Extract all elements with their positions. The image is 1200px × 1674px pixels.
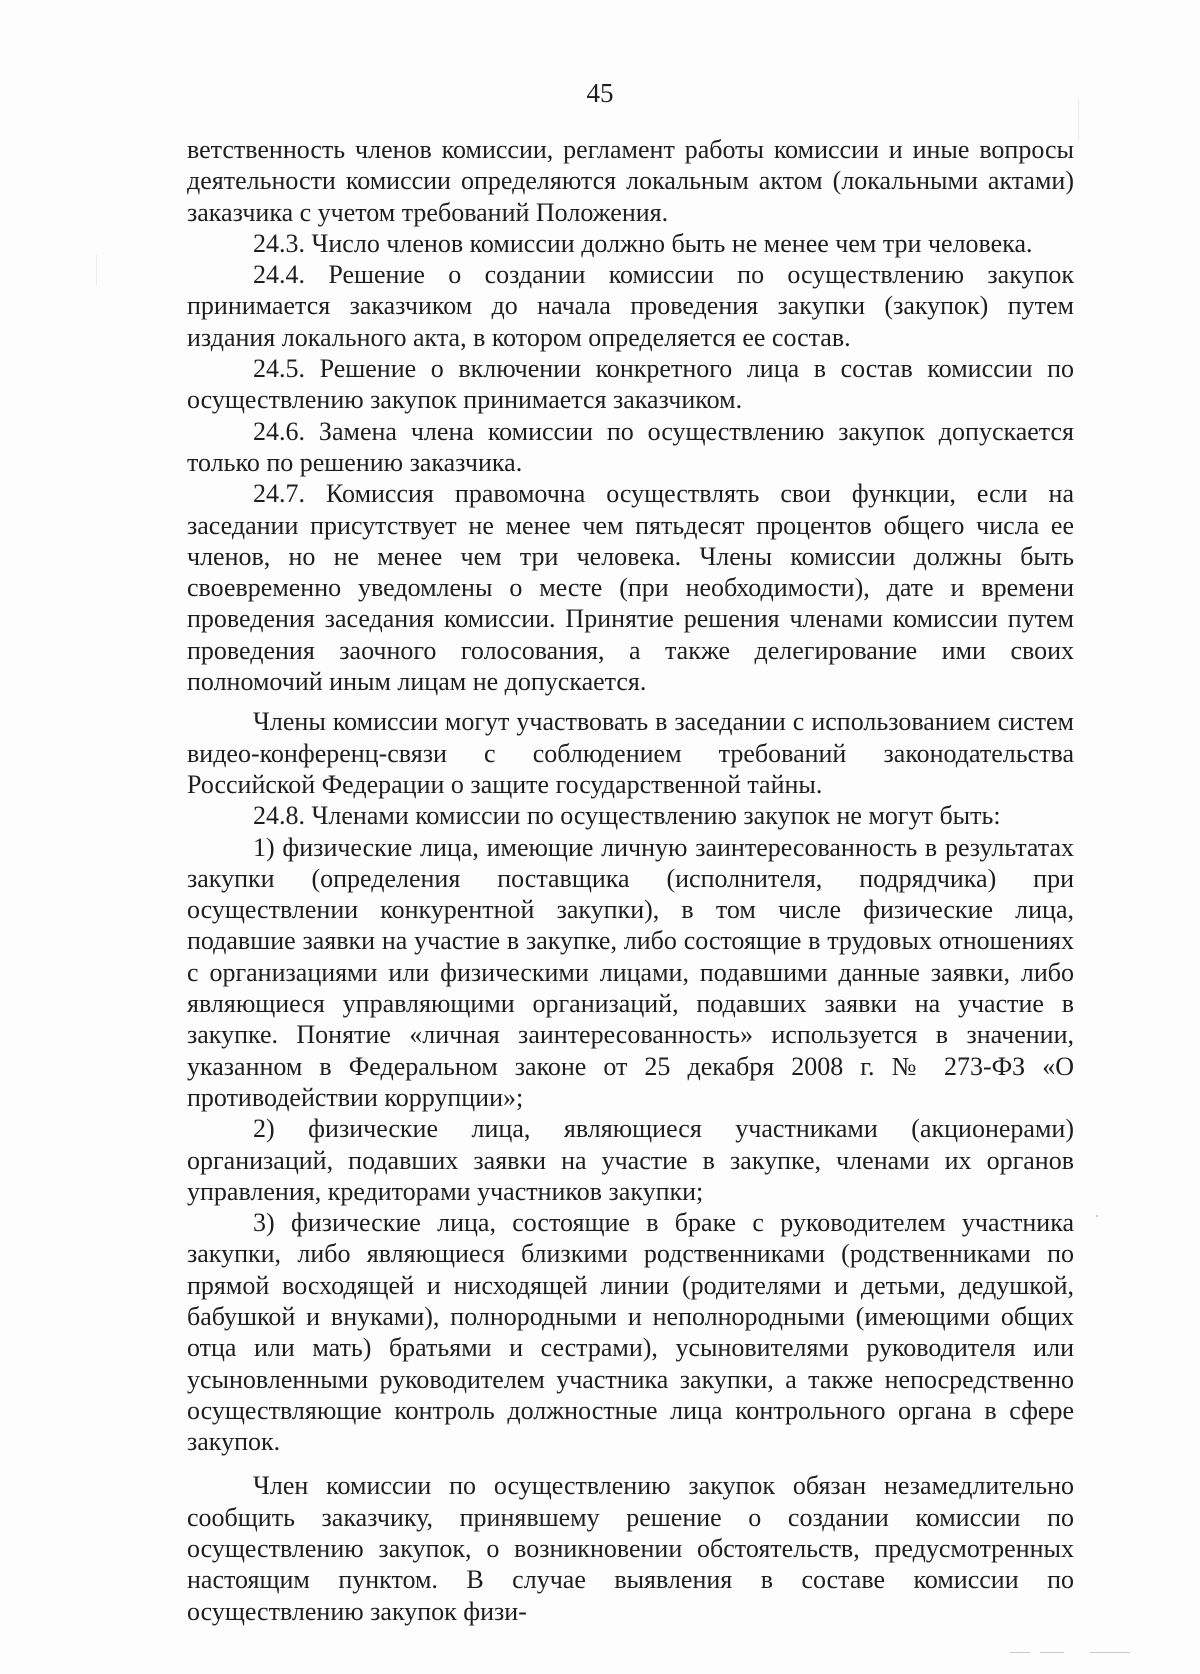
list-item-1: 1) физические лица, имеющие личную заинтересованность в результатах закупки (определения поставщика (исполнителя, подрядчика) при осуществлении конкурентной закупки), в том числе физические лица, подавшие заявки на участие в закупке, либо состоящие в трудовых отношениях с организациями или физическими лицами, подавшими данные заявки, либо являющиеся управляющими организаций, подавших заявки на участие в закупке. Понятие «личная заинтересованность» используется в значении, указанном в Федеральном законе от 25 декабря 2008 г. № 273-ФЗ «О противодействии коррупции»; (187, 832, 1074, 1112)
document-body (187, 134, 1074, 1627)
scan-artifact (1090, 1652, 1130, 1653)
paragraph-member-obligation: Член комиссии по осуществлению закупок обязан незамедлительно сообщить заказчику, принявшему решение о создании комиссии по осуществлению закупок, о возникновении обстоятельств, предусмотренных настоящим пунктом. В случае выявления в составе комиссии по осуществлению закупок физи- (187, 1471, 1074, 1626)
paragraph-continuation: ветственность членов комиссии, регламент работы комиссии и иные вопросы деятельности комиссии определяются локальным актом (локальными актами) заказчика с учетом требований Положения. (187, 135, 1074, 227)
paragraph-24-4: 24.4. Решение о создании комиссии по осуществлению закупок принимается заказчиком до начала проведения закупки (закупок) путем издания локального акта, в котором определяется ее состав. (187, 260, 1074, 352)
paragraph-video-conference: Члены комиссии могут участвовать в заседании с использованием систем видео-конференц-связи с соблюдением требований законодательства Российской Федерации о защите государственной тайны. (187, 707, 1074, 799)
scan-edge-line (96, 255, 97, 285)
page-number: 45 (586, 78, 614, 108)
paragraph-24-5: 24.5. Решение о включении конкретного лица в состав комиссии по осуществлению закупок принимается заказчиком. (187, 354, 1074, 415)
list-item-2: 2) физические лица, являющиеся участниками (акционерами) организаций, подавших заявки на участие в закупке, членами их органов управления, кредиторами участников закупки; (187, 1114, 1074, 1206)
scan-artifact (1040, 1652, 1064, 1653)
scan-artifact (1010, 1652, 1030, 1653)
paragraph-24-6: 24.6. Замена члена комиссии по осуществлению закупок допускается только по решению заказчика. (187, 416, 1074, 477)
scan-artifact (1096, 1215, 1098, 1217)
paragraph-24-3: 24.3. Число членов комиссии должно быть не менее чем три человека. (253, 228, 1033, 258)
paragraph-24-8: 24.8. Членами комиссии по осуществлению закупок не могут быть: (253, 801, 1001, 831)
list-item-3: 3) физические лица, состоящие в браке с руководителем участника закупки, либо являющиеся близкими родственниками (родственниками по прямой восходящей и нисходящей линии (родителями и детьми, дедушкой, бабушкой и внуками), полнородными и неполнородными (имеющими общих отца или мать) братьями и сестрами), усыновителями руководителя или усыновленными руководителем участника закупки, а также непосредственно осуществляющие контроль должностные лица контрольного органа в сфере закупок. (187, 1208, 1074, 1457)
paragraph-24-7: 24.7. Комиссия правомочна осуществлять свои функции, если на заседании присутствует не менее чем пятьдесят процентов общего числа ее членов, но не менее чем три человека. Члены комиссии должны быть своевременно уведомлены о месте (при необходимости), дате и времени проведения заседания комиссии. Принятие решения членами комиссии путем проведения заочного голосования, а также делегирование ими своих полномочий иным лицам не допускается. (187, 479, 1074, 697)
